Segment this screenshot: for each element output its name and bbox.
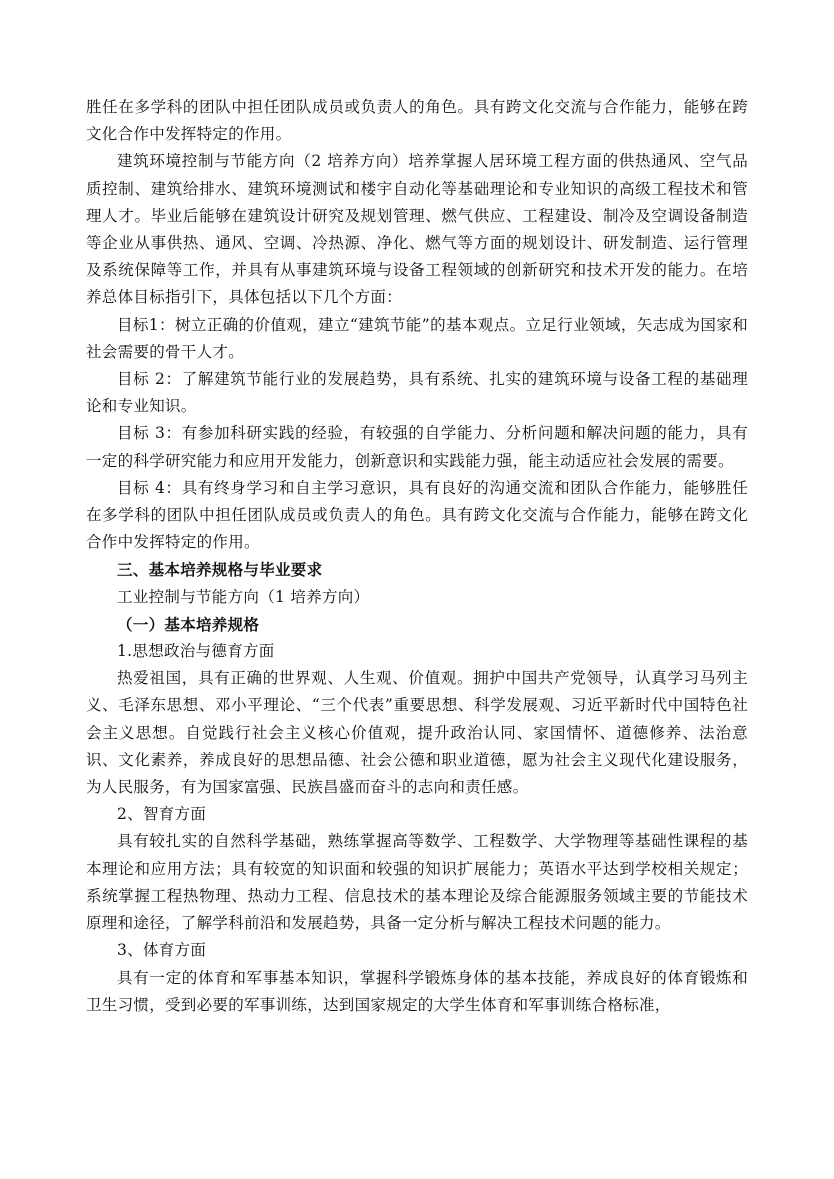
paragraph: 目标 2：了解建筑节能行业的发展趋势，具有系统、扎实的建筑环境与设备工程的基础理论和专业知识。 <box>86 370 748 416</box>
paragraph: 胜任在多学科的团队中担任团队成员或负责人的角色。具有跨文化交流与合作能力，能够在跨文化合作中发挥特定的作用。 <box>86 98 748 144</box>
subsection-heading: （一）基本培养规格 <box>117 614 260 634</box>
paragraph: 目标 3：有参加科研实践的经验，有较强的自学能力、分析问题和解决问题的能力，具有一定的科学研究能力和应用开发能力，创新意识和实践能力强，能主动适应社会发展的需要。 <box>86 424 748 470</box>
paragraph: 目标1：树立正确的价值观，建立“建筑节能”的基本观点。立足行业领域，矢志成为国家和社会需要的骨干人才。 <box>86 315 748 361</box>
paragraph: 具有较扎实的自然科学基础，熟练掌握高等数学、工程数学、大学物理等基础性课程的基本理论和应用方法；具有较宽的知识面和较强的知识扩展能力；英语水平达到学校相关规定；系统掌握工程热物理、热动力工程、信息技术的基本理论及综合能源服务领域主要的节能技术原理和途径，了解学科前沿和发展趋势，具备一定分析与解决工程技术问题的能力。 <box>86 832 748 933</box>
paragraph: 具有一定的体育和军事基本知识，掌握科学锻炼身体的基本技能，养成良好的体育锻炼和卫生习惯，受到必要的军事训练，达到国家规定的大学生体育和军事训练合格标准， <box>86 968 748 1014</box>
item-heading: 1.思想政治与德育方面 <box>117 642 275 661</box>
paragraph: 建筑环境控制与节能方向（2 培养方向）培养掌握人居环境工程方面的供热通风、空气品质控制、建筑给排水、建筑环境测试和楼宇自动化等基础理论和专业知识的高级工程技术和管理人才。毕业后能够在建筑设计研究及规划管理、燃气供应、工程建设、制冷及空调设备制造等企业从事供热、通风、空调、冷热源、净化、燃气等方面的规划设计、研发制造、运行管理及系统保障等工作，并具有从事建筑环境与设备工程领域的创新研究和技术开发的能力。在培养总体目标指引下，具体包括以下几个方面： <box>86 152 748 307</box>
item-heading: 3、体育方面 <box>117 941 207 960</box>
subsection-label: 工业控制与节能方向（1 培养方向） <box>117 587 370 606</box>
paragraph: 热爱祖国，具有正确的世界观、人生观、价值观。拥护中国共产党领导，认真学习马列主义、毛泽东思想、邓小平理论、“三个代表”重要思想、科学发展观、习近平新时代中国特色社会主义思想。自觉践行社会主义核心价值观，提升政治认同、家国情怀、道德修养、法治意识、文化素养，养成良好的思想品德、社会公德和职业道德，愿为社会主义现代化建设服务，为人民服务，有为国家富强、民族昌盛而奋斗的志向和责任感。 <box>86 669 748 797</box>
paragraph: 目标 4：具有终身学习和自主学习意识，具有良好的沟通交流和团队合作能力，能够胜任在多学科的团队中担任团队成员或负责人的角色。具有跨文化交流与合作能力，能够在跨文化合作中发挥特定的作用。 <box>86 478 748 552</box>
section-heading: 三、基本培养规格与毕业要求 <box>117 560 323 580</box>
item-heading: 2、智育方面 <box>117 805 207 824</box>
document-body <box>86 94 748 1019</box>
